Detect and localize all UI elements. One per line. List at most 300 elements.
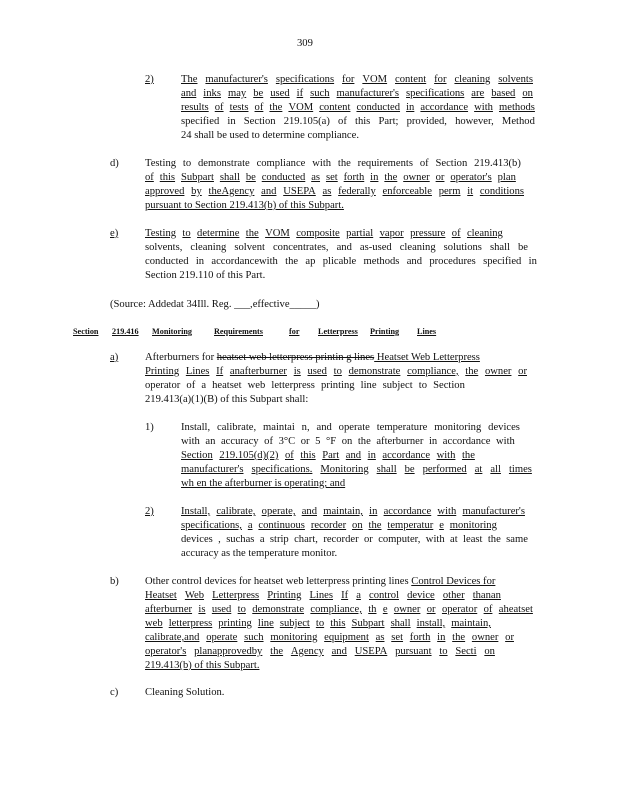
word: with xyxy=(474,102,493,113)
paragraph-line xyxy=(145,365,527,378)
word: are xyxy=(471,88,485,99)
word: temperatur xyxy=(387,520,434,531)
word: operator xyxy=(145,380,181,391)
word: of xyxy=(214,102,224,113)
word: and xyxy=(181,88,197,99)
word: USEPA xyxy=(283,186,316,197)
word: VOM xyxy=(265,228,290,239)
word: afterburner xyxy=(376,436,424,447)
item-label: e) xyxy=(110,228,119,239)
word: owner xyxy=(393,604,421,615)
word: based xyxy=(491,88,516,99)
word: be xyxy=(518,242,528,253)
word: in xyxy=(437,632,446,643)
word: printing xyxy=(218,618,252,629)
word: tests xyxy=(229,102,249,113)
word: or xyxy=(300,436,310,447)
word: to xyxy=(418,380,427,391)
word: maintain, xyxy=(323,506,363,517)
word: shall xyxy=(489,242,510,253)
word: inks xyxy=(203,88,221,99)
word: Section xyxy=(243,116,276,127)
original-text: Afterburners for xyxy=(145,352,217,363)
word: Secti xyxy=(455,646,477,657)
word: shall xyxy=(219,172,240,183)
inserted-text: Control Devices for xyxy=(411,576,496,587)
word: operate xyxy=(206,632,238,643)
word: or xyxy=(518,366,527,377)
word: operator's xyxy=(450,172,492,183)
word: Method xyxy=(501,116,535,127)
word: the xyxy=(269,102,283,113)
word: line xyxy=(257,618,274,629)
word: a xyxy=(247,520,253,531)
word: The xyxy=(181,74,198,85)
item-label: c) xyxy=(110,687,119,698)
word: with xyxy=(181,436,200,447)
word: Monitoring xyxy=(320,464,369,475)
word: for xyxy=(434,74,447,85)
word: letterpress xyxy=(271,380,315,391)
word: monitoring xyxy=(449,520,497,531)
paragraph-line xyxy=(145,227,503,240)
word: 3°C xyxy=(278,436,296,447)
word: Lines xyxy=(185,366,210,377)
word: content xyxy=(319,102,351,113)
word: computer, xyxy=(378,534,421,545)
word: Lines xyxy=(309,590,333,601)
word: for xyxy=(342,74,355,85)
word: Install, xyxy=(181,422,211,433)
word: owner xyxy=(403,172,430,183)
word: of xyxy=(145,172,154,183)
word: line xyxy=(360,380,377,391)
section-title-word: for xyxy=(289,327,300,336)
section-title-word: Requirements xyxy=(214,327,263,336)
paragraph-line xyxy=(181,435,515,448)
word: demonstrate xyxy=(348,366,401,377)
word: solutions xyxy=(443,242,482,253)
paragraph-line xyxy=(145,351,480,364)
item-label: b) xyxy=(110,576,119,587)
word: temperature xyxy=(376,422,428,433)
paragraph-line xyxy=(145,631,514,644)
word: is xyxy=(293,366,301,377)
word: with xyxy=(425,534,445,545)
word: enforceable xyxy=(382,186,432,197)
word: in xyxy=(528,256,537,267)
word: e xyxy=(439,520,444,531)
word: is xyxy=(198,604,206,615)
word: used xyxy=(211,604,232,615)
paragraph-line xyxy=(145,589,501,602)
word: compliance, xyxy=(407,366,459,377)
word: with xyxy=(496,436,515,447)
word: least xyxy=(463,534,483,545)
word: methods xyxy=(499,102,535,113)
word: conducted xyxy=(145,256,189,267)
word: on xyxy=(522,88,533,99)
word: other xyxy=(442,590,465,601)
word: or xyxy=(363,534,373,545)
word: in xyxy=(195,256,205,267)
word: of xyxy=(186,380,196,391)
word: to xyxy=(182,158,192,169)
word: n, xyxy=(301,422,310,433)
word: and xyxy=(345,450,362,461)
word: calibrate, xyxy=(216,506,256,517)
word: at xyxy=(450,534,458,545)
word: concentrates, xyxy=(272,242,329,253)
word: of xyxy=(483,604,493,615)
inserted-text: Heatset Web Letterpress xyxy=(374,352,480,363)
word: be xyxy=(245,172,256,183)
word: of xyxy=(264,436,273,447)
paragraph-line xyxy=(181,449,475,462)
word: control xyxy=(369,590,400,601)
word: pressure xyxy=(410,228,446,239)
word: web xyxy=(247,380,266,391)
word: manufacturer's xyxy=(336,88,400,99)
word: procedures xyxy=(429,256,476,267)
word: the xyxy=(285,256,299,267)
word: and xyxy=(336,242,352,253)
paragraph-line xyxy=(181,101,535,114)
word: partial xyxy=(346,228,374,239)
word: printing xyxy=(321,380,355,391)
word: VOM xyxy=(288,102,314,113)
paragraph-line xyxy=(145,603,533,616)
word: to xyxy=(237,604,246,615)
word: to xyxy=(439,646,448,657)
word: this xyxy=(300,450,316,461)
word: th xyxy=(368,604,377,615)
word: demonstrate xyxy=(252,604,305,615)
word: Printing xyxy=(145,366,180,377)
word: compliance xyxy=(256,158,306,169)
word: of xyxy=(419,158,429,169)
paragraph-line xyxy=(181,73,533,86)
word: with xyxy=(312,158,332,169)
word: provided, xyxy=(406,116,447,127)
word: VOM xyxy=(362,74,388,85)
word: Part; xyxy=(378,116,399,127)
word: recorder xyxy=(323,534,359,545)
paragraph-line xyxy=(181,421,520,434)
word: plicable xyxy=(322,256,357,267)
word: the xyxy=(368,520,382,531)
word: equipment xyxy=(324,632,369,643)
word: the xyxy=(461,450,475,461)
word: demonstrate xyxy=(197,158,250,169)
word: theAgency xyxy=(208,186,255,197)
page-number: 309 xyxy=(297,38,313,49)
word: forth xyxy=(343,172,365,183)
word: accordancewith xyxy=(211,256,278,267)
section-title-word: Monitoring xyxy=(152,327,193,336)
word: forth xyxy=(409,632,431,643)
deleted-text: heatset web letterpress printin g lines xyxy=(216,352,375,363)
word: as xyxy=(322,186,332,197)
word: on xyxy=(352,520,363,531)
word: operator xyxy=(441,604,478,615)
paragraph-line: 219.413(a)(1)(B) of this Subpart shall: xyxy=(145,394,309,405)
word: methods xyxy=(363,256,400,267)
word: Subpart xyxy=(180,172,214,183)
section-title-word: Printing xyxy=(370,327,400,336)
paragraph-line: wh en the afterburner is operating; and xyxy=(181,478,346,489)
word: to xyxy=(333,366,342,377)
word: on xyxy=(341,436,353,447)
word: Section xyxy=(181,450,213,461)
paragraph-line xyxy=(181,533,528,546)
paragraph-line xyxy=(145,379,465,392)
word: accuracy xyxy=(220,436,259,447)
word: Install, xyxy=(181,506,211,517)
word: Letterpress xyxy=(212,590,260,601)
word: recorder xyxy=(310,520,347,531)
word: same xyxy=(506,534,528,545)
original-text: Other control devices for heatset web letterpress printing lines xyxy=(145,576,409,587)
word: federally xyxy=(338,186,376,197)
word: approved xyxy=(145,186,185,197)
paragraph-line xyxy=(181,87,533,100)
word: solvents, xyxy=(145,242,183,253)
word: in xyxy=(369,506,378,517)
word: this xyxy=(330,618,346,629)
word: requirements xyxy=(357,158,413,169)
word: Heatset xyxy=(145,590,177,601)
word: set xyxy=(391,632,404,643)
word: subject xyxy=(382,380,413,391)
word: cleaning xyxy=(466,228,503,239)
word: If xyxy=(341,590,349,601)
word: Section xyxy=(435,158,468,169)
word: specifications xyxy=(406,88,465,99)
word: and xyxy=(406,256,423,267)
paragraph-line: 24 shall be used to determine compliance. xyxy=(181,130,359,141)
word: in xyxy=(227,116,236,127)
word: in xyxy=(406,102,415,113)
word: conducted xyxy=(356,102,401,113)
word: an xyxy=(205,436,216,447)
word: aheatset xyxy=(498,604,533,615)
word: cleaning xyxy=(190,242,227,253)
paragraph-line: Cleaning Solution. xyxy=(145,687,225,698)
word: manufacturer's xyxy=(205,74,268,85)
word: Web xyxy=(184,590,205,601)
word: thanan xyxy=(472,590,501,601)
paragraph-line xyxy=(181,463,532,476)
word: maintain, xyxy=(451,618,491,629)
word: chart, xyxy=(294,534,318,545)
word: solvents xyxy=(498,74,533,85)
word: 5 xyxy=(315,436,321,447)
word: specifications xyxy=(275,74,335,85)
word: composite xyxy=(296,228,340,239)
word: at xyxy=(474,464,483,475)
word: Testing xyxy=(145,228,177,239)
word: the xyxy=(384,172,398,183)
word: pursuant xyxy=(395,646,432,657)
word: accordance xyxy=(382,450,431,461)
section-title-word: Lines xyxy=(417,327,437,336)
word: manufacturer's xyxy=(462,506,525,517)
word: solvent xyxy=(234,242,265,253)
item-label: 1) xyxy=(145,422,154,433)
item-label: a) xyxy=(110,352,119,363)
word: of xyxy=(284,450,294,461)
word: plan xyxy=(497,172,516,183)
word: the xyxy=(270,646,284,657)
word: to xyxy=(315,618,325,629)
word: suchas xyxy=(226,534,255,545)
word: devices xyxy=(488,422,520,433)
word: monitoring xyxy=(270,632,318,643)
word: in xyxy=(370,172,379,183)
word: manufacturer's xyxy=(181,464,244,475)
word: accordance xyxy=(442,436,491,447)
paragraph-line xyxy=(145,241,528,254)
word: the xyxy=(452,632,466,643)
word: Agency xyxy=(290,646,324,657)
word: device xyxy=(407,590,435,601)
word: e xyxy=(382,604,388,615)
word: such xyxy=(310,88,330,99)
word: operate, xyxy=(261,506,296,517)
word: as xyxy=(311,172,321,183)
paragraph-line: 219.413(b) of this Subpart. xyxy=(145,660,260,671)
word: conditions xyxy=(479,186,524,197)
word: afterburner xyxy=(145,604,193,615)
word: °F xyxy=(325,436,337,447)
word: of xyxy=(451,228,461,239)
word: by xyxy=(191,186,202,197)
word: Part xyxy=(322,450,340,461)
word: performed xyxy=(422,464,467,475)
word: perm xyxy=(438,186,461,197)
word: used xyxy=(307,366,327,377)
word: and xyxy=(316,422,332,433)
word: monitoring xyxy=(434,422,482,433)
paragraph-line: pursuant to Section 219.413(b) of this Subpart. xyxy=(145,200,344,211)
word: operator's xyxy=(145,646,187,657)
word: in xyxy=(428,436,438,447)
paragraph-line xyxy=(145,617,491,630)
word: 219.105(a) xyxy=(283,116,330,127)
word: operate xyxy=(338,422,370,433)
word: calibrate,and xyxy=(145,632,200,643)
word: shall xyxy=(390,618,411,629)
word: specifications. xyxy=(251,464,313,475)
word: content xyxy=(395,74,427,85)
item-label: 2) xyxy=(145,74,154,85)
word: , xyxy=(218,534,221,545)
section-label: Section xyxy=(73,327,99,336)
word: determine xyxy=(197,228,240,239)
paragraph-line xyxy=(181,505,525,518)
word: a xyxy=(356,590,361,601)
word: accordance xyxy=(420,102,469,113)
word: a xyxy=(201,380,207,391)
word: in xyxy=(367,450,376,461)
word: may xyxy=(227,88,247,99)
word: devices xyxy=(181,534,213,545)
word: cleaning xyxy=(399,242,436,253)
word: Section xyxy=(433,380,465,391)
word: on xyxy=(484,646,495,657)
word: USEPA xyxy=(354,646,388,657)
word: install, xyxy=(416,618,446,629)
word: set xyxy=(325,172,338,183)
word: of xyxy=(338,116,347,127)
word: results xyxy=(181,102,209,113)
word: letterpress xyxy=(168,618,213,629)
word: web xyxy=(145,618,163,629)
word: with xyxy=(436,450,456,461)
word: specified xyxy=(483,256,522,267)
word: vapor xyxy=(379,228,404,239)
word: shall xyxy=(376,464,397,475)
word: the xyxy=(487,534,501,545)
word: a xyxy=(259,534,265,545)
word: all xyxy=(490,464,501,475)
word: the xyxy=(337,158,351,169)
word: to xyxy=(182,228,191,239)
word: this xyxy=(355,116,371,127)
word: such xyxy=(244,632,264,643)
word: continuous xyxy=(258,520,305,531)
word: accordance xyxy=(383,506,432,517)
word: times xyxy=(508,464,532,475)
word: Testing xyxy=(145,158,177,169)
word: Subpart xyxy=(351,618,385,629)
word: if xyxy=(296,88,304,99)
section-title-word: Letterpress xyxy=(318,327,358,336)
word: heatset xyxy=(212,380,242,391)
word: the xyxy=(245,228,259,239)
word: or xyxy=(435,172,445,183)
paragraph-line: Section 219.110 of this Part. xyxy=(145,270,266,281)
paragraph-line xyxy=(181,115,535,128)
word: this xyxy=(159,172,176,183)
word: used xyxy=(270,88,290,99)
word: owner xyxy=(471,632,499,643)
word: 219.413(b) xyxy=(474,158,521,169)
paragraph-line xyxy=(145,645,495,658)
word: of xyxy=(254,102,264,113)
word: specified xyxy=(181,116,220,127)
word: Printing xyxy=(267,590,302,601)
word: ap xyxy=(305,256,316,267)
word: it xyxy=(467,186,474,197)
word: the xyxy=(465,366,479,377)
paragraph-line xyxy=(145,575,495,588)
item-label: 2) xyxy=(145,506,154,517)
paragraph-line xyxy=(145,185,524,198)
word: calibrate, xyxy=(217,422,257,433)
word: be xyxy=(404,464,415,475)
word: strip xyxy=(269,534,289,545)
item-label: d) xyxy=(110,158,119,169)
word: or xyxy=(505,632,514,643)
word: the xyxy=(357,436,371,447)
word: If xyxy=(216,366,224,377)
word: owner xyxy=(484,366,512,377)
word: as-used xyxy=(359,242,392,253)
paragraph-line: accuracy as the temperature monitor. xyxy=(181,548,338,559)
paragraph-line xyxy=(145,171,516,184)
